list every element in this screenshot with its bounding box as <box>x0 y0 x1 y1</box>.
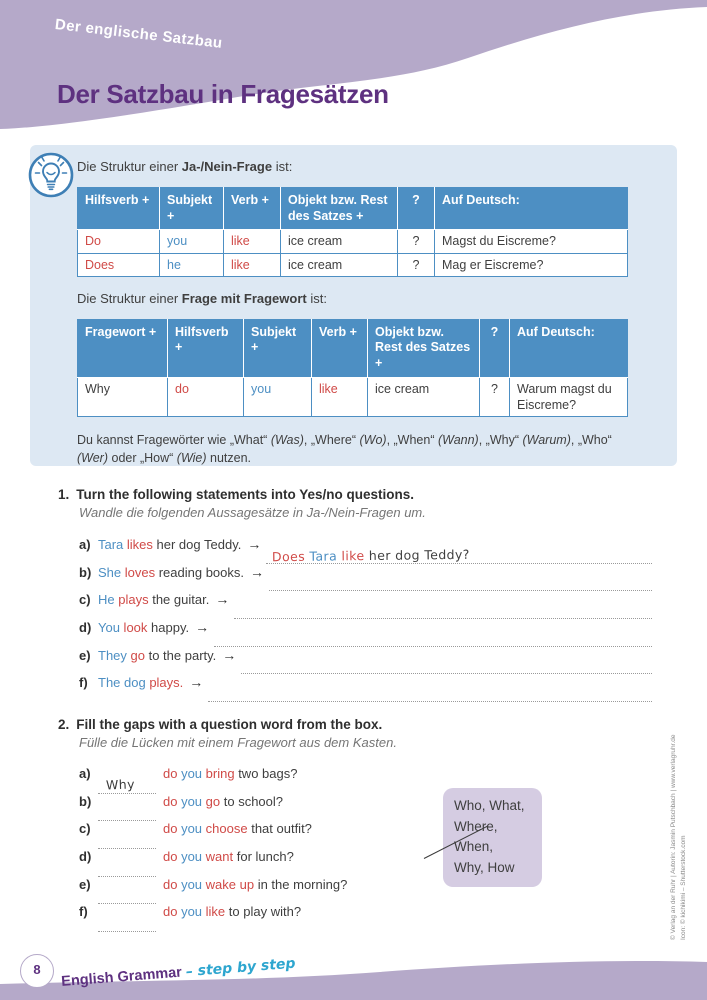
table-cell: Mag er Eiscreme? <box>435 253 628 276</box>
column-header: ? <box>480 319 510 377</box>
exercise-item <box>79 794 652 822</box>
exercise-2 <box>58 717 652 932</box>
arrow-icon: → <box>247 536 262 552</box>
chapter-ribbon-label: Der englische Satzbau <box>54 16 224 52</box>
handwritten-answer: Does Tara like her dog Teddy? <box>272 546 471 564</box>
exercise-number: 1. <box>58 487 70 502</box>
statement-text: He plays the guitar. <box>98 592 210 608</box>
table-cell: Does <box>78 253 160 276</box>
handwritten-answer: Why <box>105 776 136 793</box>
exercise-item <box>79 564 652 592</box>
table-cell: ice cream <box>368 377 480 417</box>
answer-blank[interactable] <box>98 833 156 849</box>
answer-line[interactable] <box>214 629 652 647</box>
table-cell: ? <box>398 230 435 253</box>
table-cell: Magst du Eiscreme? <box>435 230 628 253</box>
gap-sentence: do you wake up in the morning? <box>163 876 348 892</box>
table-cell: do <box>168 377 244 417</box>
answer-blank[interactable] <box>98 778 156 794</box>
item-label: e) <box>79 647 91 663</box>
item-label: c) <box>79 592 91 608</box>
table-cell: ice cream <box>281 253 398 276</box>
gap-sentence: do you want for lunch? <box>163 849 294 865</box>
item-label: e) <box>79 876 91 892</box>
table-cell: like <box>312 377 368 417</box>
exercise-1 <box>58 487 652 702</box>
answer-line[interactable] <box>234 601 652 619</box>
yes-no-question-table <box>77 187 628 277</box>
exercise-subtitle-german: Fülle die Lücken mit einem Fragewort aus dem Kasten. <box>79 735 397 750</box>
gap-sentence: do you go to school? <box>163 793 283 809</box>
lightbulb-icon <box>27 151 75 199</box>
item-label: b) <box>79 793 92 809</box>
table-cell: you <box>244 377 312 417</box>
exercise-1-items <box>79 536 652 702</box>
copyright-sidebar <box>669 680 688 940</box>
word-box-line: Who, What, <box>454 798 525 813</box>
answer-blank[interactable] <box>98 805 156 821</box>
answer-blank[interactable] <box>98 888 156 904</box>
arrow-icon: → <box>195 619 210 636</box>
answer-line[interactable] <box>269 573 652 591</box>
column-header: Hilfsverb + <box>168 319 244 377</box>
answer-line[interactable] <box>266 546 652 564</box>
statement-text: She loves reading books. <box>98 564 245 580</box>
table-row <box>78 253 628 276</box>
table-cell: Why <box>78 377 168 417</box>
page-title: Der Satzbau in Fragesätzen <box>57 79 389 109</box>
exercise-item <box>79 536 652 564</box>
exercise-item <box>79 647 652 675</box>
exercise-item <box>79 674 652 702</box>
item-label: c) <box>79 821 91 837</box>
exercise-item <box>79 904 652 932</box>
header-wave <box>0 0 707 135</box>
column-header: Verb + <box>224 188 281 230</box>
column-header: Objekt bzw. Rest des Satzes + <box>281 188 398 230</box>
structure-intro-question-word: Die Struktur einer Frage mit Fragewort ist: <box>77 290 327 306</box>
item-label: d) <box>79 849 92 865</box>
table-cell: you <box>160 230 224 253</box>
answer-line[interactable] <box>241 656 652 674</box>
statement-text: The dog plays. <box>98 675 184 691</box>
item-label: a) <box>79 537 91 552</box>
exercise-subtitle-german: Wandle die folgenden Aussagesätze in Ja-/Nein-Fragen um. <box>79 505 426 520</box>
exercise-2-items <box>79 766 652 932</box>
question-word-box <box>443 788 542 887</box>
book-title-main: English Grammar <box>60 964 183 990</box>
statement-text: They go to the party. <box>98 647 217 663</box>
table-cell: ? <box>480 377 510 417</box>
table-cell: he <box>160 253 224 276</box>
table-cell: ? <box>398 253 435 276</box>
column-header: Objekt bzw. Rest des Satzes + <box>368 319 480 377</box>
table-cell: like <box>224 253 281 276</box>
exercise-title: Fill the gaps with a question word from the box. <box>76 717 383 732</box>
copyright-line: © Verlag an der Ruhr | Autorin: Jasmin Putschbach | www.verlagruhr.de <box>670 734 677 940</box>
statement-text: You look happy. <box>98 620 190 636</box>
gap-sentence: do you choose that outfit? <box>163 821 312 837</box>
grammar-info-box <box>30 145 677 466</box>
page-number-badge: 8 <box>20 954 54 988</box>
arrow-icon: → <box>189 674 204 691</box>
exercise-number: 2. <box>58 717 70 732</box>
table-row <box>78 377 628 417</box>
exercise-item <box>79 821 652 849</box>
gap-sentence: do you like to play with? <box>163 904 302 920</box>
column-header: Fragewort + <box>78 319 168 377</box>
question-words-note: Du kannst Fragewörter wie „What“ (Was), „Where“ (Wo), „When“ (Wann), „Why“ (Warum), „Who“ (Wer) oder „How“ (Wie) nutzen. <box>77 433 612 466</box>
table-cell: Do <box>78 230 160 253</box>
book-title-sub: – step by step <box>185 955 297 981</box>
exercise-item <box>79 849 652 877</box>
gap-sentence: do you bring two bags? <box>163 766 298 781</box>
answer-blank[interactable] <box>98 916 156 932</box>
arrow-icon: → <box>250 563 265 580</box>
word-box-line: Where, When, <box>454 818 498 854</box>
structure-intro-yes-no: Die Struktur einer Ja-/Nein-Frage ist: <box>77 159 293 174</box>
column-header: ? <box>398 188 435 230</box>
copyright-line: Icon: © kichikimi – Shutterstock.com <box>679 835 687 940</box>
exercise-item <box>79 766 652 794</box>
column-header: Subjekt + <box>244 319 312 377</box>
item-label: b) <box>79 564 92 580</box>
answer-line[interactable] <box>208 684 652 702</box>
table-cell: like <box>224 230 281 253</box>
exercise-item <box>79 619 652 647</box>
table-cell: ice cream <box>281 230 398 253</box>
answer-blank[interactable] <box>98 861 156 877</box>
item-label: f) <box>79 675 88 691</box>
table-cell: Warum magst du Eiscreme? <box>510 377 628 417</box>
column-header: Auf Deutsch: <box>510 319 628 377</box>
exercise-title: Turn the following statements into Yes/no questions. <box>76 487 415 502</box>
column-header: Auf Deutsch: <box>435 188 628 230</box>
question-word-table <box>77 319 628 417</box>
item-label: a) <box>79 766 91 781</box>
statement-text: Tara likes her dog Teddy. <box>98 537 242 552</box>
item-label: f) <box>79 904 88 920</box>
exercise-item <box>79 591 652 619</box>
exercise-item <box>79 877 652 905</box>
column-header: Subjekt + <box>160 188 224 230</box>
column-header: Hilfsverb + <box>78 188 160 230</box>
arrow-icon: → <box>215 591 230 608</box>
arrow-icon: → <box>222 646 237 663</box>
item-label: d) <box>79 620 92 636</box>
word-box-line: Why, How <box>454 859 515 875</box>
table-row <box>78 230 628 253</box>
column-header: Verb + <box>312 319 368 377</box>
